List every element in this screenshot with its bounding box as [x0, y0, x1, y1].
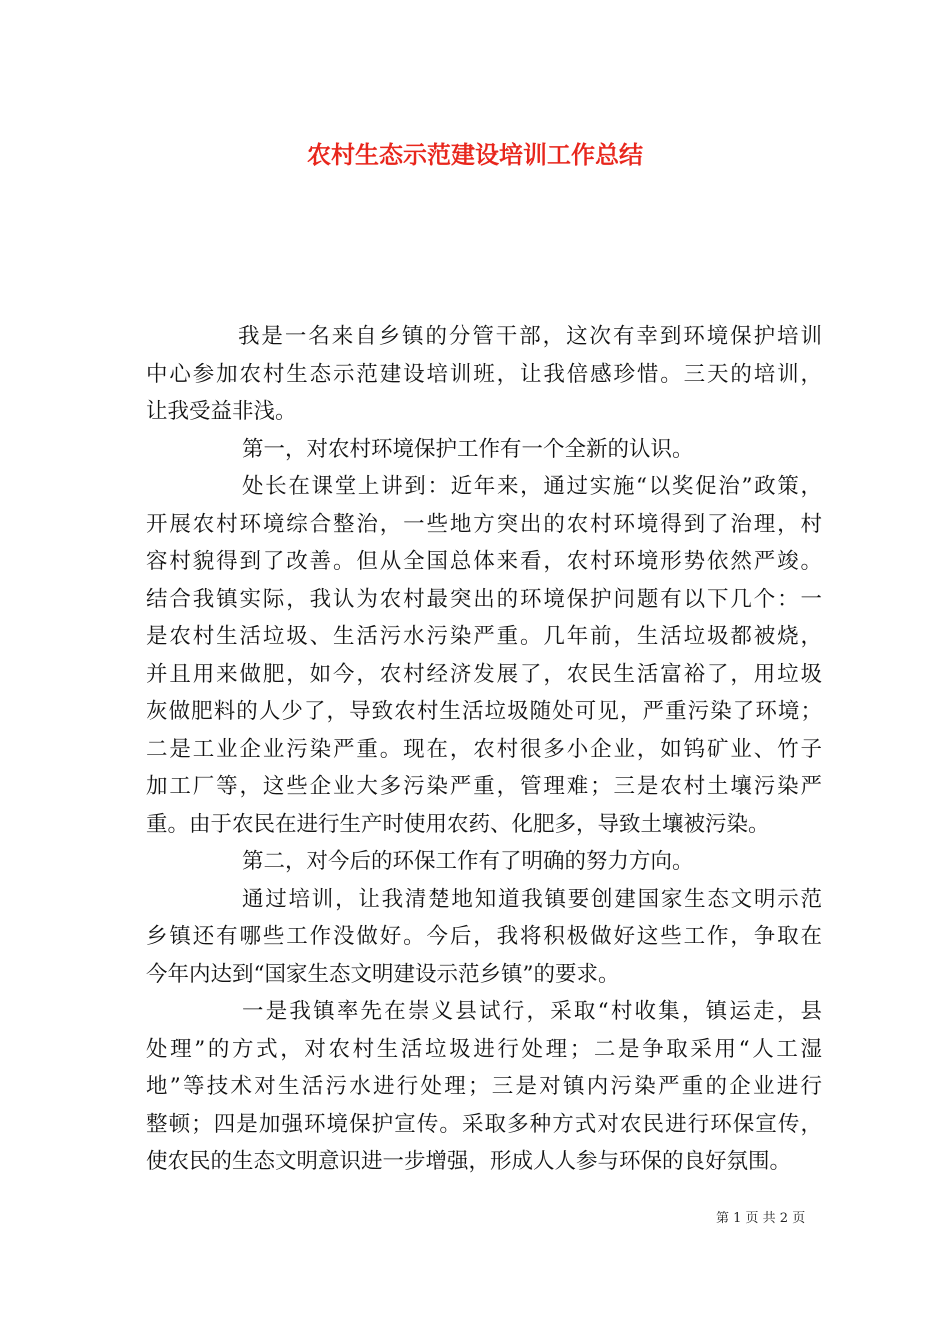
text-line: 是农村生活垃圾、生活污水污染严重。几年前，生活垃圾都被烧，	[146, 624, 822, 649]
text-line: 并且用来做肥，如今，农村经济发展了，农民生活富裕了，用垃圾	[146, 661, 822, 687]
text-line: 处长在课堂上讲到：近年来，通过实施“以奖促治”政策，	[242, 474, 822, 499]
text-line: 加工厂等，这些企业大多污染严重，管理难；三是农村土壤污染严	[146, 774, 822, 799]
text-line: 我是一名来自乡镇的分管干部，这次有幸到环境保护培训	[238, 324, 822, 349]
text-line: 一是我镇率先在崇义县试行，采取“村收集，镇运走，县	[242, 999, 822, 1024]
section-heading: 第一，对农村环境保护工作有一个全新的认识。	[242, 436, 694, 462]
page-number: 第 1 页 共 2 页	[716, 1211, 806, 1226]
text-line: 整顿；四是加强环境保护宣传。采取多种方式对农民进行环保宣传，	[146, 1111, 822, 1137]
text-line: 容村貌得到了改善。但从全国总体来看，农村环境形势依然严竣。	[146, 549, 822, 574]
page-title: 农村生态示范建设培训工作总结	[307, 140, 643, 169]
text-line: 通过培训，让我清楚地知道我镇要创建国家生态文明示范	[242, 886, 822, 912]
text-line: 灰做肥料的人少了，导致农村生活垃圾随处可见，严重污染了环境；	[146, 699, 822, 724]
text-line: 使农民的生态文明意识进一步增强，形成人人参与环保的良好氛围。	[146, 1149, 792, 1174]
text-line: 地”等技术对生活污水进行处理；三是对镇内污染严重的企业进行	[146, 1074, 822, 1099]
text-line: 今年内达到“国家生态文明建设示范乡镇”的要求。	[146, 961, 620, 987]
text-line: 乡镇还有哪些工作没做好。今后，我将积极做好这些工作，争取在	[146, 924, 822, 949]
text-line: 让我受益非浅。	[146, 399, 297, 424]
text-line: 处理”的方式，对农村生活垃圾进行处理；二是争取采用“人工湿	[146, 1036, 822, 1062]
document-body	[146, 318, 822, 1181]
text-line: 中心参加农村生态示范建设培训班，让我倍感珍惜。三天的培训，	[146, 361, 822, 387]
text-line: 重。由于农民在进行生产时使用农药、化肥多，导致土壤被污染。	[146, 811, 770, 837]
section-heading: 第二，对今后的环保工作有了明确的努力方向。	[242, 849, 694, 874]
text-line: 开展农村环境综合整治，一些地方突出的农村环境得到了治理，村	[146, 511, 822, 537]
text-line: 二是工业企业污染严重。现在，农村很多小企业，如钨矿业、竹子	[146, 736, 822, 762]
text-line: 结合我镇实际，我认为农村最突出的环境保护问题有以下几个：一	[146, 586, 822, 612]
